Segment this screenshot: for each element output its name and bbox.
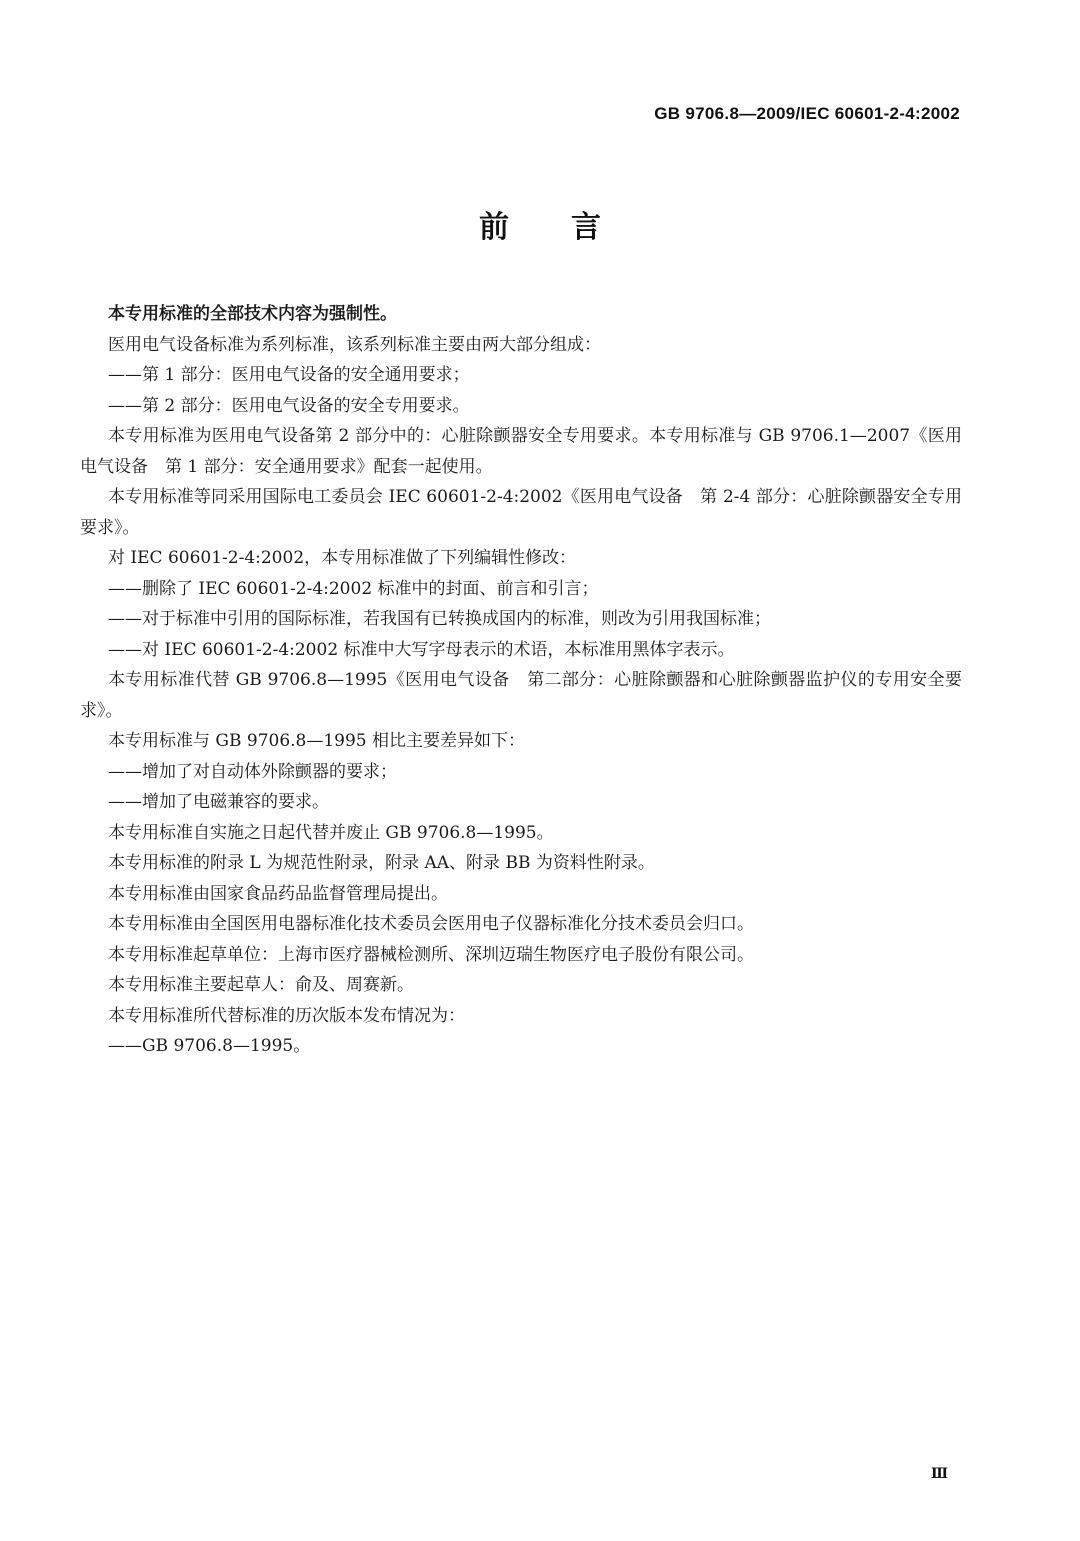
foreword-body [80,299,962,1062]
list-item: ——GB 9706.8—1995。 [108,1036,311,1056]
paragraph: 本专用标准主要起草人：俞及、周赛新。 [108,975,414,995]
paragraph: 本专用标准的附录 L 为规范性附录，附录 AA、附录 BB 为资料性附录。 [108,853,655,873]
paragraph: 本专用标准由国家食品药品监督管理局提出。 [108,883,448,904]
paragraph: 医用电气设备标准为系列标准，该系列标准主要由两大部分组成： [108,334,601,355]
paragraph: 本专用标准由全国医用电器标准化技术委员会医用电子仪器标准化分技术委员会归口。 [108,914,754,934]
list-item: ——对于标准中引用的国际标准，若我国有已转换成国内的标准，则改为引用我国标准； [108,609,771,629]
paragraph: 本专用标准自实施之日起代替并废止 GB 9706.8—1995。 [108,822,554,843]
list-item: ——第 1 部分：医用电气设备的安全通用要求； [108,365,470,385]
paragraph: 本专用标准为医用电气设备第 2 部分中的：心脏除颤器安全专用要求。本专用标准与 GB 9706.1—2007《医用电气设备 第 1 部分：安全通用要求》配套一起使用。 [80,426,962,477]
paragraph: 本专用标准代替 GB 9706.8—1995《医用电气设备 第二部分：心脏除颤器和心脏除颤器监护仪的专用安全要求》。 [80,670,962,721]
list-item: ——增加了电磁兼容的要求。 [108,792,329,812]
standard-code-header: GB 9706.8—2009/IEC 60601-2-4:2002 [654,104,960,123]
paragraph: 本专用标准与 GB 9706.8—1995 相比主要差异如下： [108,731,526,751]
paragraph: 本专用标准所代替标准的历次版本发布情况为： [108,1005,465,1026]
paragraph: 对 IEC 60601-2-4:2002，本专用标准做了下列编辑性修改： [108,548,577,568]
page-number: Ⅲ [930,1466,948,1482]
list-item: ——第 2 部分：医用电气设备的安全专用要求。 [108,395,470,416]
page-title: 前言 [479,210,663,245]
paragraph-mandatory: 本专用标准的全部技术内容为强制性。 [108,304,397,324]
list-item: ——删除了 IEC 60601-2-4:2002 标准中的封面、前言和引言； [108,578,599,599]
paragraph: 本专用标准等同采用国际电工委员会 IEC 60601-2-4:2002《医用电气设备 第 2-4 部分：心脏除颤器安全专用要求》。 [80,487,962,538]
list-item: ——对 IEC 60601-2-4:2002 标准中大写字母表示的术语，本标准用黑体字表示。 [108,639,735,660]
list-item: ——增加了对自动体外除颤器的要求； [108,761,397,782]
paragraph: 本专用标准起草单位：上海市医疗器械检测所、深圳迈瑞生物医疗电子股份有限公司。 [108,944,754,965]
